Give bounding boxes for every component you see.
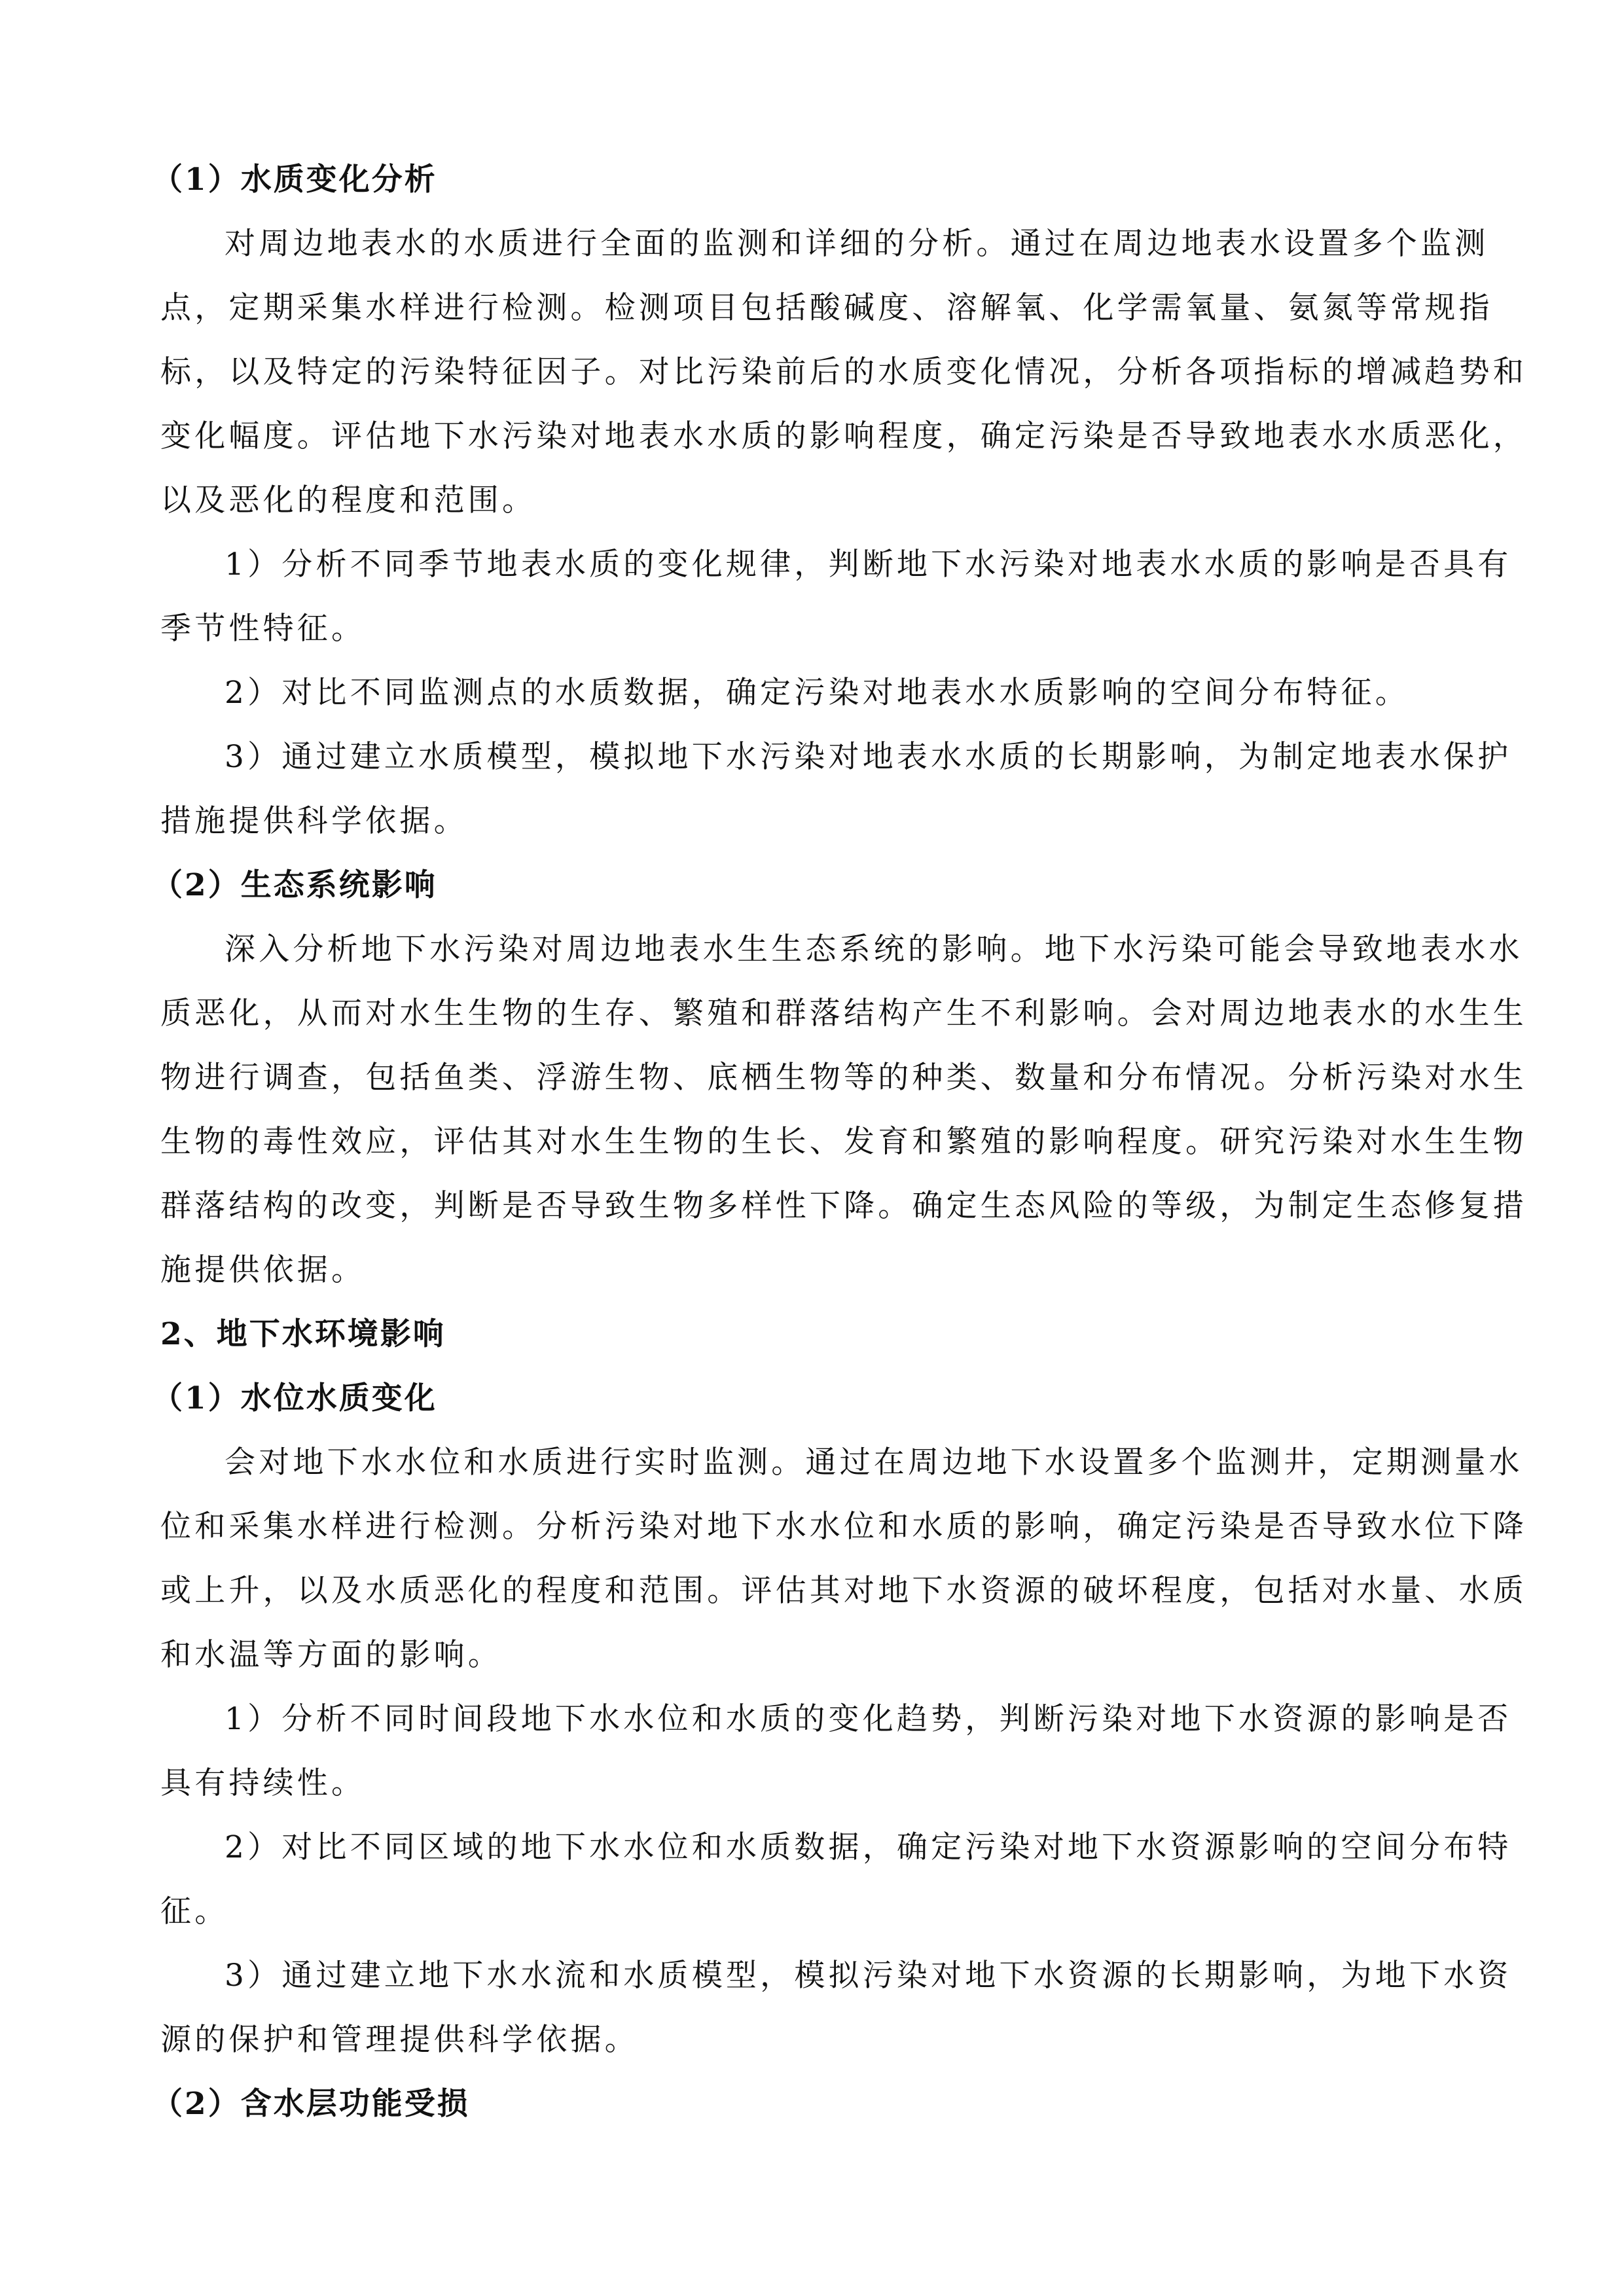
list-item-line: 1）分析不同季节地表水质的变化规律，判断地下水污染对地表水水质的影响是否具有 (225, 547, 1512, 583)
section-heading-water-level-quality: （1）水位水质变化 (152, 1380, 437, 1416)
paragraph-line: 物进行调查，包括鱼类、浮游生物、底栖生物等的种类、数量和分布情况。分析污染对水生 (160, 1060, 1527, 1096)
paragraph-line: 位和采集水样进行检测。分析污染对地下水水位和水质的影响，确定污染是否导致水位下降 (160, 1509, 1527, 1545)
list-item-line: 1）分析不同时间段地下水水位和水质的变化趋势，判断污染对地下水资源的影响是否 (225, 1701, 1512, 1737)
paragraph-line: 或上升，以及水质恶化的程度和范围。评估其对地下水资源的破坏程度，包括对水量、水质 (160, 1573, 1527, 1609)
list-item-line: 源的保护和管理提供科学依据。 (160, 2022, 639, 2058)
list-item-line: 2）对比不同区域的地下水水位和水质数据，确定污染对地下水资源影响的空间分布特 (225, 1829, 1512, 1865)
list-item-line: 措施提供科学依据。 (160, 803, 468, 839)
paragraph-line: 和水温等方面的影响。 (160, 1637, 502, 1673)
list-item-line: 季节性特征。 (160, 611, 366, 647)
list-item-line: 2）对比不同监测点的水质数据，确定污染对地表水水质影响的空间分布特征。 (225, 675, 1409, 711)
paragraph-line: 施提供依据。 (160, 1252, 366, 1288)
list-item-line: 3）通过建立水质模型，模拟地下水污染对地表水水质的长期影响，为制定地表水保护 (225, 739, 1512, 775)
paragraph-line: 以及恶化的程度和范围。 (160, 482, 537, 518)
list-item-line: 征。 (160, 1893, 229, 1929)
list-item-line: 具有持续性。 (160, 1765, 366, 1801)
paragraph-line: 点，定期采集水样进行检测。检测项目包括酸碱度、溶解氧、化学需氧量、氨氮等常规指 (160, 290, 1493, 326)
paragraph-line: 深入分析地下水污染对周边地表水生生态系统的影响。地下水污染可能会导致地表水水 (225, 931, 1523, 967)
paragraph-line: 变化幅度。评估地下水污染对地表水水质的影响程度，确定污染是否导致地表水水质恶化， (160, 418, 1527, 454)
section-heading-water-quality-analysis: （1）水质变化分析 (152, 162, 437, 198)
paragraph-line: 对周边地表水的水质进行全面的监测和详细的分析。通过在周边地表水设置多个监测 (225, 226, 1489, 262)
paragraph-line: 标，以及特定的污染特征因子。对比污染前后的水质变化情况，分析各项指标的增减趋势和 (160, 354, 1527, 390)
paragraph-line: 群落结构的改变，判断是否导致生物多样性下降。确定生态风险的等级，为制定生态修复措 (160, 1188, 1527, 1224)
section-heading-aquifer-damage: （2）含水层功能受损 (152, 2086, 470, 2122)
paragraph-line: 质恶化，从而对水生生物的生存、繁殖和群落结构产生不利影响。会对周边地表水的水生生 (160, 996, 1527, 1031)
main-heading-groundwater-impact: 2、地下水环境影响 (160, 1316, 446, 1352)
paragraph-line: 会对地下水水位和水质进行实时监测。通过在周边地下水设置多个监测井，定期测量水 (225, 1444, 1523, 1480)
paragraph-line: 生物的毒性效应，评估其对水生生物的生长、发育和繁殖的影响程度。研究污染对水生生物 (160, 1124, 1527, 1160)
list-item-line: 3）通过建立地下水水流和水质模型，模拟污染对地下水资源的长期影响，为地下水资 (225, 1958, 1512, 1994)
section-heading-ecosystem-impact: （2）生态系统影响 (152, 867, 437, 903)
